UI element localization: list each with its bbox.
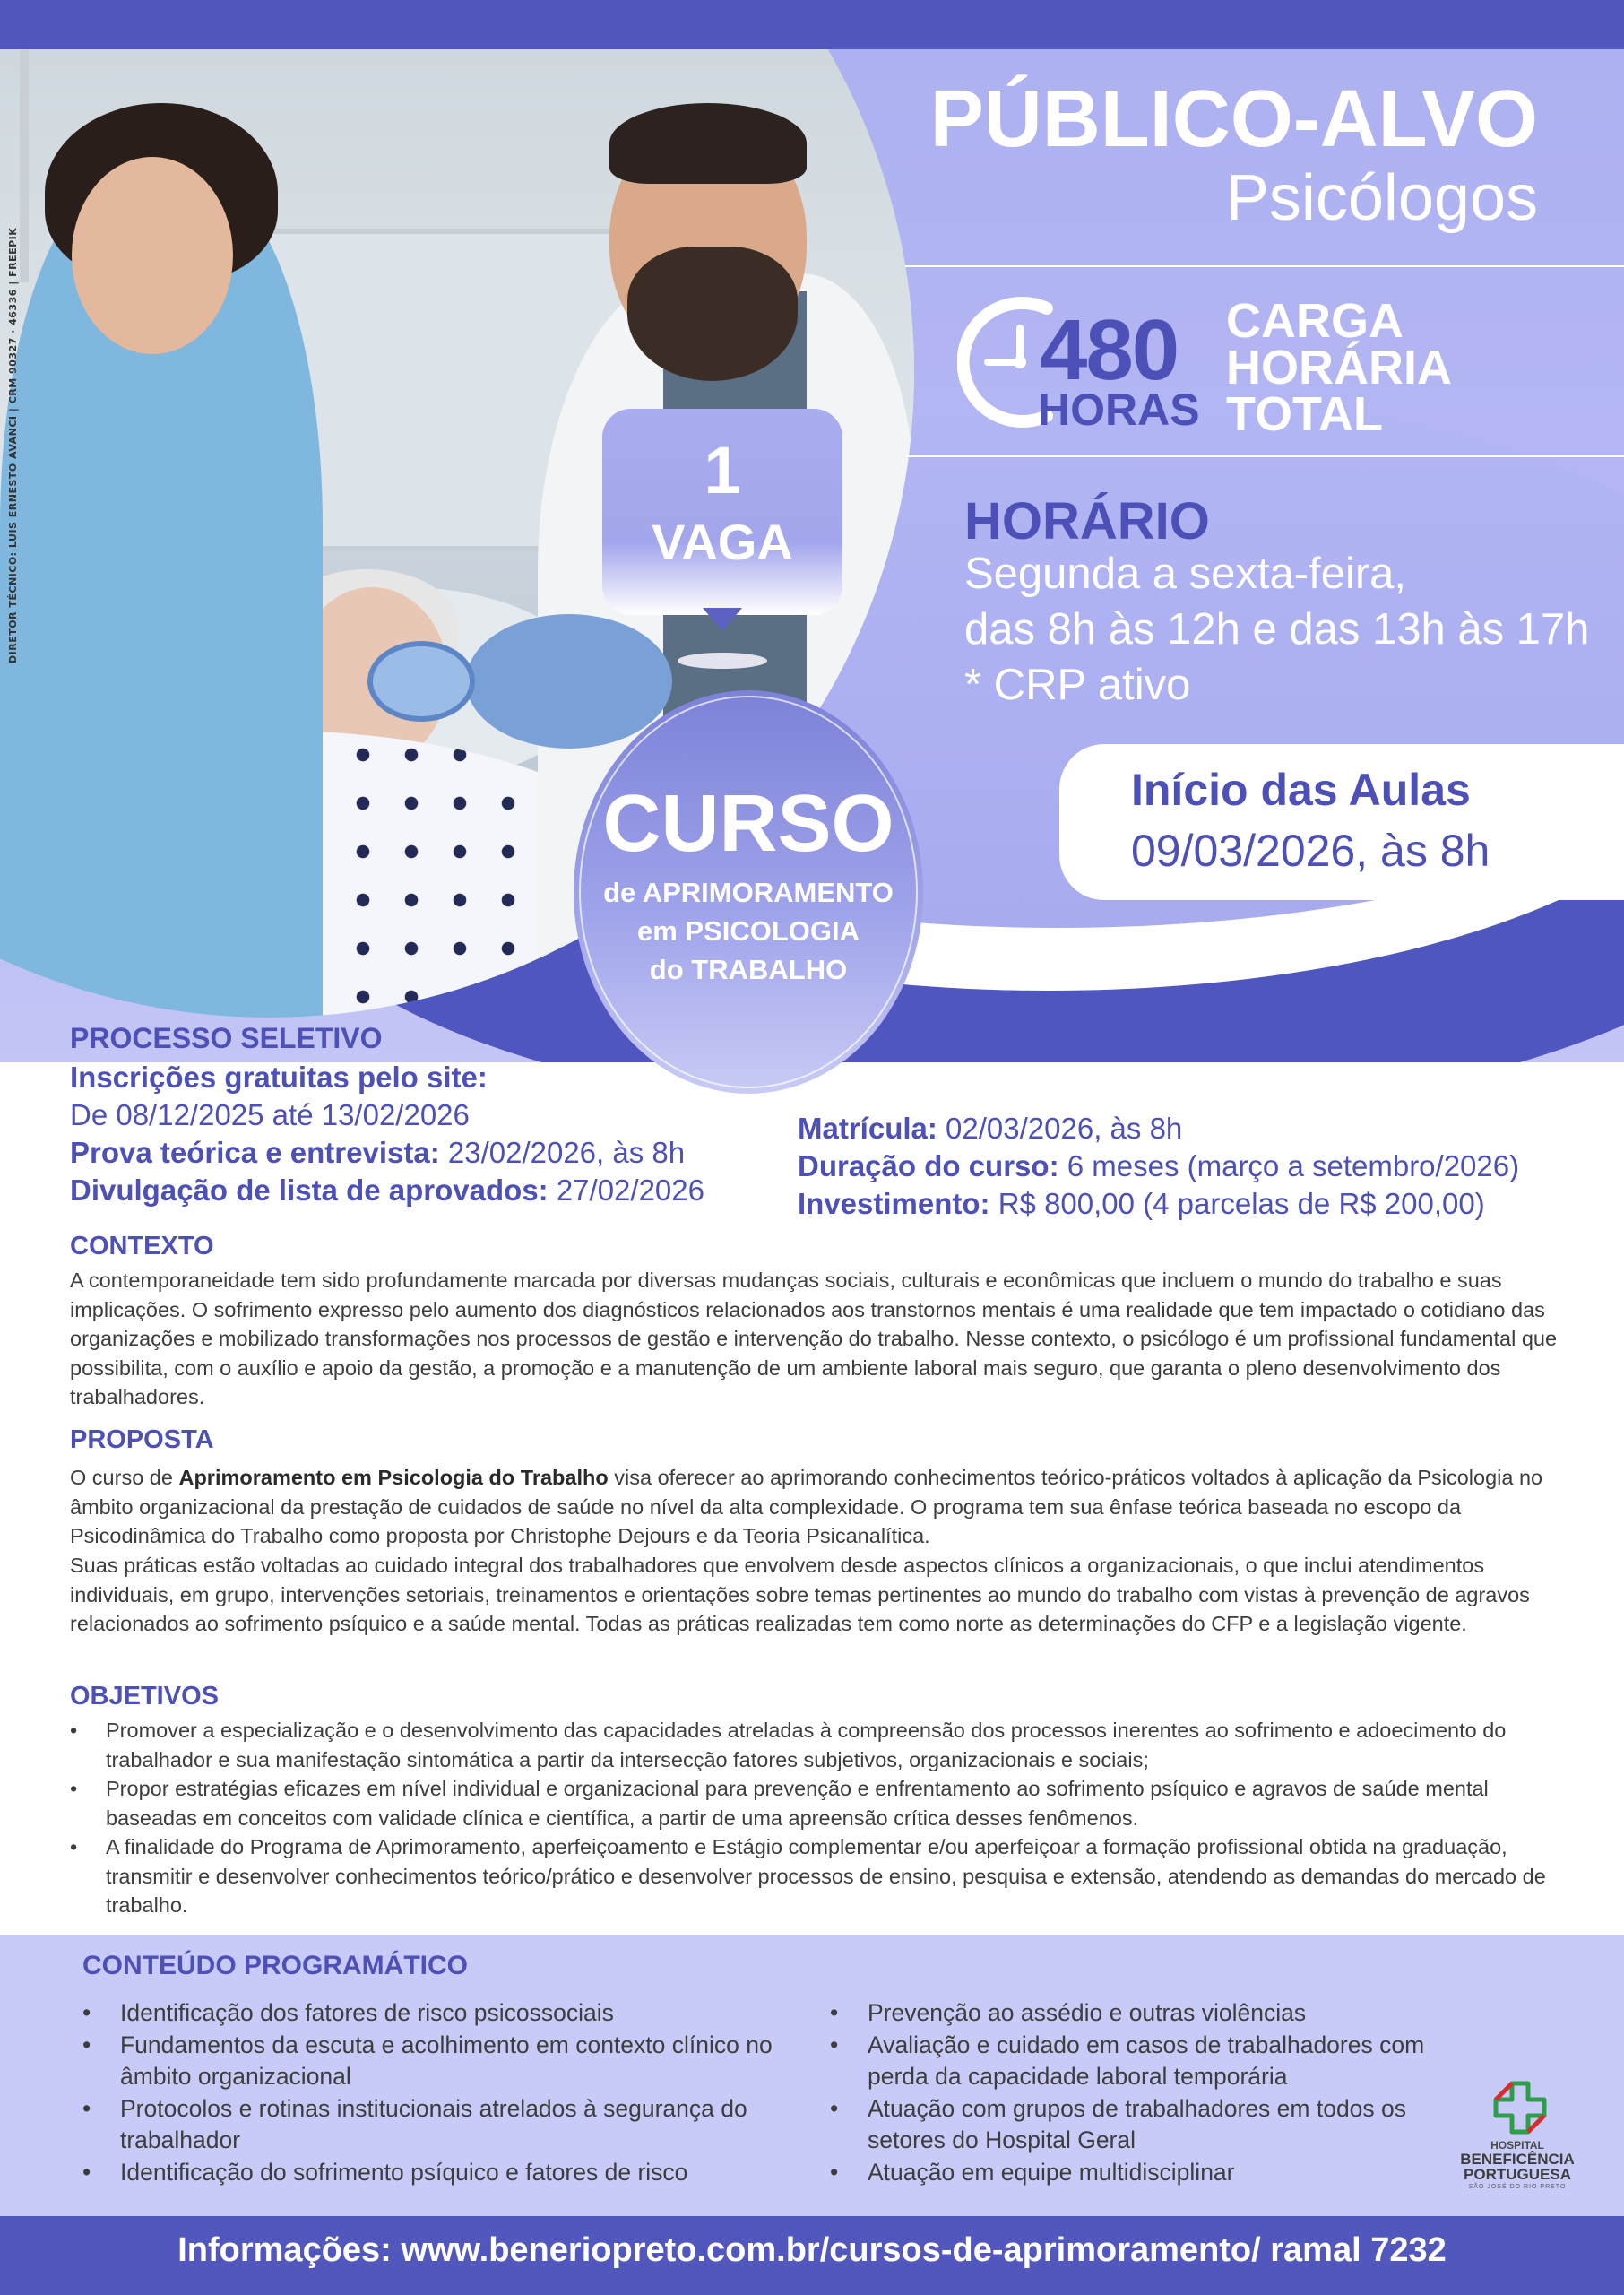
vacancy-bubble-tail <box>703 608 742 631</box>
course-title: CURSO <box>602 779 894 869</box>
duration-info: Duração do curso: 6 meses (março a setembro/2026) <box>798 1149 1520 1182</box>
schedule-line: das 8h às 12h e das 13h às 17h <box>964 605 1590 654</box>
target-audience-title: PÚBLICO-ALVO <box>929 74 1538 164</box>
approved-info: Divulgação de lista de aprovados: 27/02/2026 <box>70 1173 704 1207</box>
course-subtitle: em PSICOLOGIA <box>636 915 860 947</box>
registration-dates: De 08/12/2025 até 13/02/2026 <box>70 1098 470 1131</box>
proposal-paragraph: Suas práticas estão voltadas ao cuidado integral dos trabalhadores que envolvem desde aspectos clínicos a organizacionais, o que inclui atendimentos individuais, em grupo, intervenções setoriais, treinamentos e orientações sobre temas pertinentes ao mundo do trabalho com vistas à prevenção de agravos relacionados ao sofrimento psíquico e a saúde mental. Todas as práticas realizadas tem como norte as determinações do CFP e a legislação vigente. <box>70 1554 1530 1635</box>
workload-label: CARGA HORÁRIA TOTAL <box>1226 294 1452 441</box>
list-item: • Fundamentos da escuta e acolhimento em contexto clínico no âmbito organizacional <box>82 2030 790 2093</box>
programme-list-right <box>830 1997 1457 2188</box>
logo-text: SÃO JOSÉ DO RIO PRETO <box>1468 2184 1567 2190</box>
enrollment-info: Matrícula: 02/03/2026, às 8h <box>798 1112 1183 1145</box>
divider <box>905 455 1624 457</box>
course-subtitle: de APRIMORAMENTO <box>603 877 894 908</box>
investment-info: Investimento: R$ 800,00 (4 parcelas de R$ 200,00) <box>798 1187 1485 1220</box>
context-title: CONTEXTO <box>70 1232 214 1260</box>
schedule-note: * CRP ativo <box>964 661 1191 709</box>
list-item: • Protocolos e rotinas institucionais atrelados à segurança do trabalhador <box>82 2093 790 2157</box>
target-audience-value: Psicólogos <box>1225 162 1538 234</box>
context-text: A contemporaneidade tem sido profundamente marcada por diversas mudanças sociais, culturais e econômicas que incluem o mundo do trabalho e suas implicações. O sofrimento expresso pelo aumento dos diagnósticos relacionados aos transtornos mentais é uma realidade que tem impactado o cotidiano das organizações e mobilizado transformações nos processos de gestão e intervenção do trabalho. Nesse contexto, o psicólogo é um profissional fundamental que possibilita, com o auxílio e apoio da gestão, a promoção e a manutenção de um ambiente laboral mais seguro, que garanta o pleno desenvolvimento dos trabalhadores. <box>70 1269 1558 1408</box>
proposal-paragraph: O curso de Aprimoramento em Psicologia do Trabalho visa oferecer ao aprimorando conhecimentos teórico-práticos voltados à aplicação da Psicologia no âmbito organizacional da prestação de cuidados de saúde no nível da alta complexidade. O programa tem sua ênfase teórica baseada no escopo da Psicodinâmica do Trabalho como proposta por Christophe Dejours e da Teoria Psicanalítica. <box>70 1466 1543 1547</box>
programme-list-left <box>82 1997 790 2188</box>
footer-info: Informações: www.beneriopreto.com.br/cursos-de-aprimoramento/ ramal 7232 <box>177 2231 1447 2269</box>
start-date: 09/03/2026, às 8h <box>1131 826 1490 876</box>
photo-credit: DIRETOR TÉCNICO: LUIS ERNESTO AVANCI | CRM 90327 · 46336 | FREEPIK <box>7 227 19 663</box>
logo-text: BENEFICÊNCIA PORTUGUESA <box>1460 2151 1575 2183</box>
schedule-line: Segunda a sexta-feira, <box>964 550 1407 598</box>
list-item: • Identificação do sofrimento psíquico e fatores de risco <box>82 2157 790 2189</box>
objectives-list <box>70 1716 1576 1920</box>
workload-unit: HORAS <box>1038 385 1200 435</box>
workload-number: 480 <box>1040 302 1179 398</box>
list-item: • Identificação dos fatores de risco psicossociais <box>82 1997 790 2030</box>
logo-text: HOSPITAL <box>1490 2139 1544 2152</box>
vacancy-number: 1 <box>704 433 741 507</box>
schedule-title: HORÁRIO <box>964 492 1210 550</box>
selection-title: PROCESSO SELETIVO <box>70 1022 383 1054</box>
list-item: • Atuação com grupos de trabalhadores em todos os setores do Hospital Geral <box>830 2093 1457 2157</box>
proposal-title: PROPOSTA <box>70 1425 214 1454</box>
list-item: • Propor estratégias eficazes em nível individual e organizacional para prevenção e enfrentamento ao sofrimento psíquico e agravos de saúde mental baseadas em conceitos com validade clínica e científica, a partir de uma apreensão crítica desses fenômenos. <box>70 1774 1576 1832</box>
objectives-title: OBJETIVOS <box>70 1682 219 1710</box>
top-bar <box>0 0 1624 49</box>
cross-logo-icon <box>1492 2080 1548 2135</box>
hospital-logo <box>1450 2080 1585 2205</box>
vacancy-label: VAGA <box>652 514 793 570</box>
start-title: Início das Aulas <box>1131 765 1471 815</box>
registration-label: Inscrições gratuitas pelo site: <box>70 1061 488 1094</box>
list-item: • Promover a especialização e o desenvolvimento das capacidades atreladas à compreensão dos processos inerentes ao sofrimento e adoecimento do trabalhador e sua manifestação sintomática a partir da intersecção fatores subjetivos, organizacionais e sociais; <box>70 1716 1576 1774</box>
list-item: • Avaliação e cuidado em casos de trabalhadores com perda da capacidade laboral temporária <box>830 2030 1457 2093</box>
programme-title: CONTEÚDO PROGRAMÁTICO <box>82 1951 468 1980</box>
divider <box>905 265 1624 267</box>
course-subtitle: do TRABALHO <box>649 954 848 985</box>
list-item: • Atuação em equipe multidisciplinar <box>830 2157 1457 2189</box>
vacancy-shadow <box>678 653 767 669</box>
exam-info: Prova teórica e entrevista: 23/02/2026, às 8h <box>70 1136 686 1169</box>
list-item: • A finalidade do Programa de Aprimoramento, aperfeiçoamento e Estágio complementar e/ou aperfeiçoar a formação profissional obtida na graduação, transmitir e desenvolver conhecimentos teórico/prático e desenvolver processos de ensino, pesquisa e extensão, atendendo as demandas do mercado de trabalho. <box>70 1832 1576 1920</box>
list-item: • Prevenção ao assédio e outras violências <box>830 1997 1457 2030</box>
